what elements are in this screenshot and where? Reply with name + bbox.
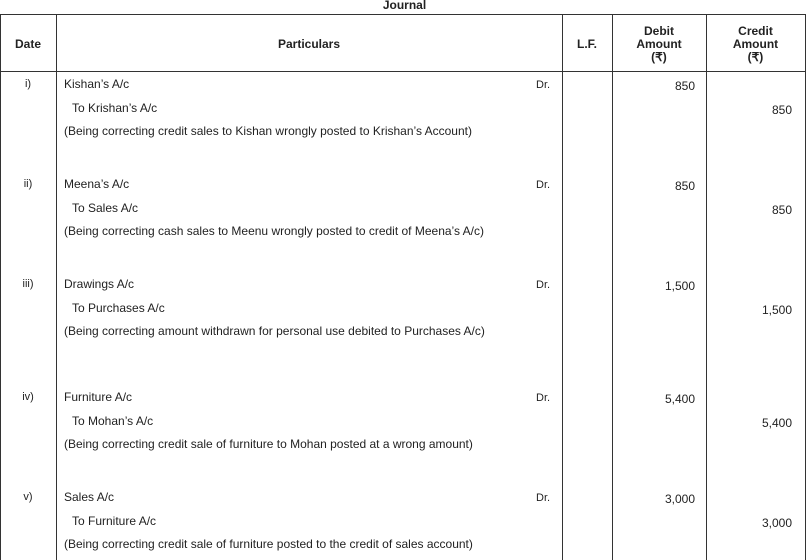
journal-title: Journal [382, 0, 427, 12]
debit-amount: 5,400 [664, 392, 695, 406]
header-particulars: Particulars [277, 37, 341, 51]
dr-marker: Dr. [536, 392, 551, 404]
narration: (Being correcting cash sales to Meenu wrongly posted to credit of Meena’s A/c) [64, 224, 484, 238]
header-date: Date [14, 37, 41, 51]
debit-amount: 3,000 [664, 492, 695, 506]
credit-account: To Sales A/c [72, 201, 139, 215]
header-credit-line2: Amount [732, 37, 779, 51]
entry-date: v) [23, 491, 33, 503]
header-credit-line1: Credit [738, 24, 773, 38]
col-border [805, 14, 806, 560]
header-credit [706, 25, 805, 64]
credit-amount: 850 [771, 103, 792, 117]
debit-account: Drawings A/c [64, 277, 135, 291]
header-debit [612, 25, 706, 64]
narration: (Being correcting amount withdrawn for personal use debited to Purchases A/c) [64, 324, 485, 338]
debit-account: Furniture A/c [64, 390, 133, 404]
narration: (Being correcting credit sales to Kishan wrongly posted to Krishan’s Account) [64, 124, 472, 138]
debit-amount: 850 [674, 179, 695, 193]
debit-amount: 1,500 [664, 279, 695, 293]
header-debit-line1: Debit [644, 24, 674, 38]
header-top-border [0, 14, 806, 15]
entry-date: i) [24, 78, 32, 90]
credit-account: To Krishan’s A/c [72, 101, 158, 115]
credit-account: To Purchases A/c [72, 301, 165, 315]
credit-amount: 850 [771, 203, 792, 217]
credit-amount: 5,400 [761, 416, 792, 430]
col-border [706, 14, 707, 560]
dr-marker: Dr. [536, 79, 551, 91]
debit-amount: 850 [674, 79, 695, 93]
credit-amount: 1,500 [761, 303, 792, 317]
entry-date: ii) [23, 178, 33, 190]
header-credit-line3: (₹) [747, 50, 764, 64]
credit-account: To Furniture A/c [72, 514, 157, 528]
col-border [562, 14, 563, 560]
dr-marker: Dr. [536, 492, 551, 504]
narration: (Being correcting credit sale of furniture to Mohan posted at a wrong amount) [64, 437, 473, 451]
credit-account: To Mohan’s A/c [72, 414, 154, 428]
debit-account: Kishan’s A/c [64, 77, 130, 91]
entry-date: iv) [22, 391, 34, 403]
credit-amount: 3,000 [761, 516, 792, 530]
narration: (Being correcting credit sale of furniture posted to the credit of sales account) [64, 537, 473, 551]
header-debit-line2: Amount [636, 37, 682, 51]
entry-date: iii) [22, 278, 34, 290]
dr-marker: Dr. [536, 179, 551, 191]
header-bottom-border [0, 71, 806, 72]
header-debit-line3: (₹) [651, 50, 667, 64]
dr-marker: Dr. [536, 279, 551, 291]
debit-account: Sales A/c [64, 490, 115, 504]
col-border [56, 14, 57, 560]
header-lf: L.F. [577, 37, 597, 51]
debit-account: Meena’s A/c [64, 177, 130, 191]
